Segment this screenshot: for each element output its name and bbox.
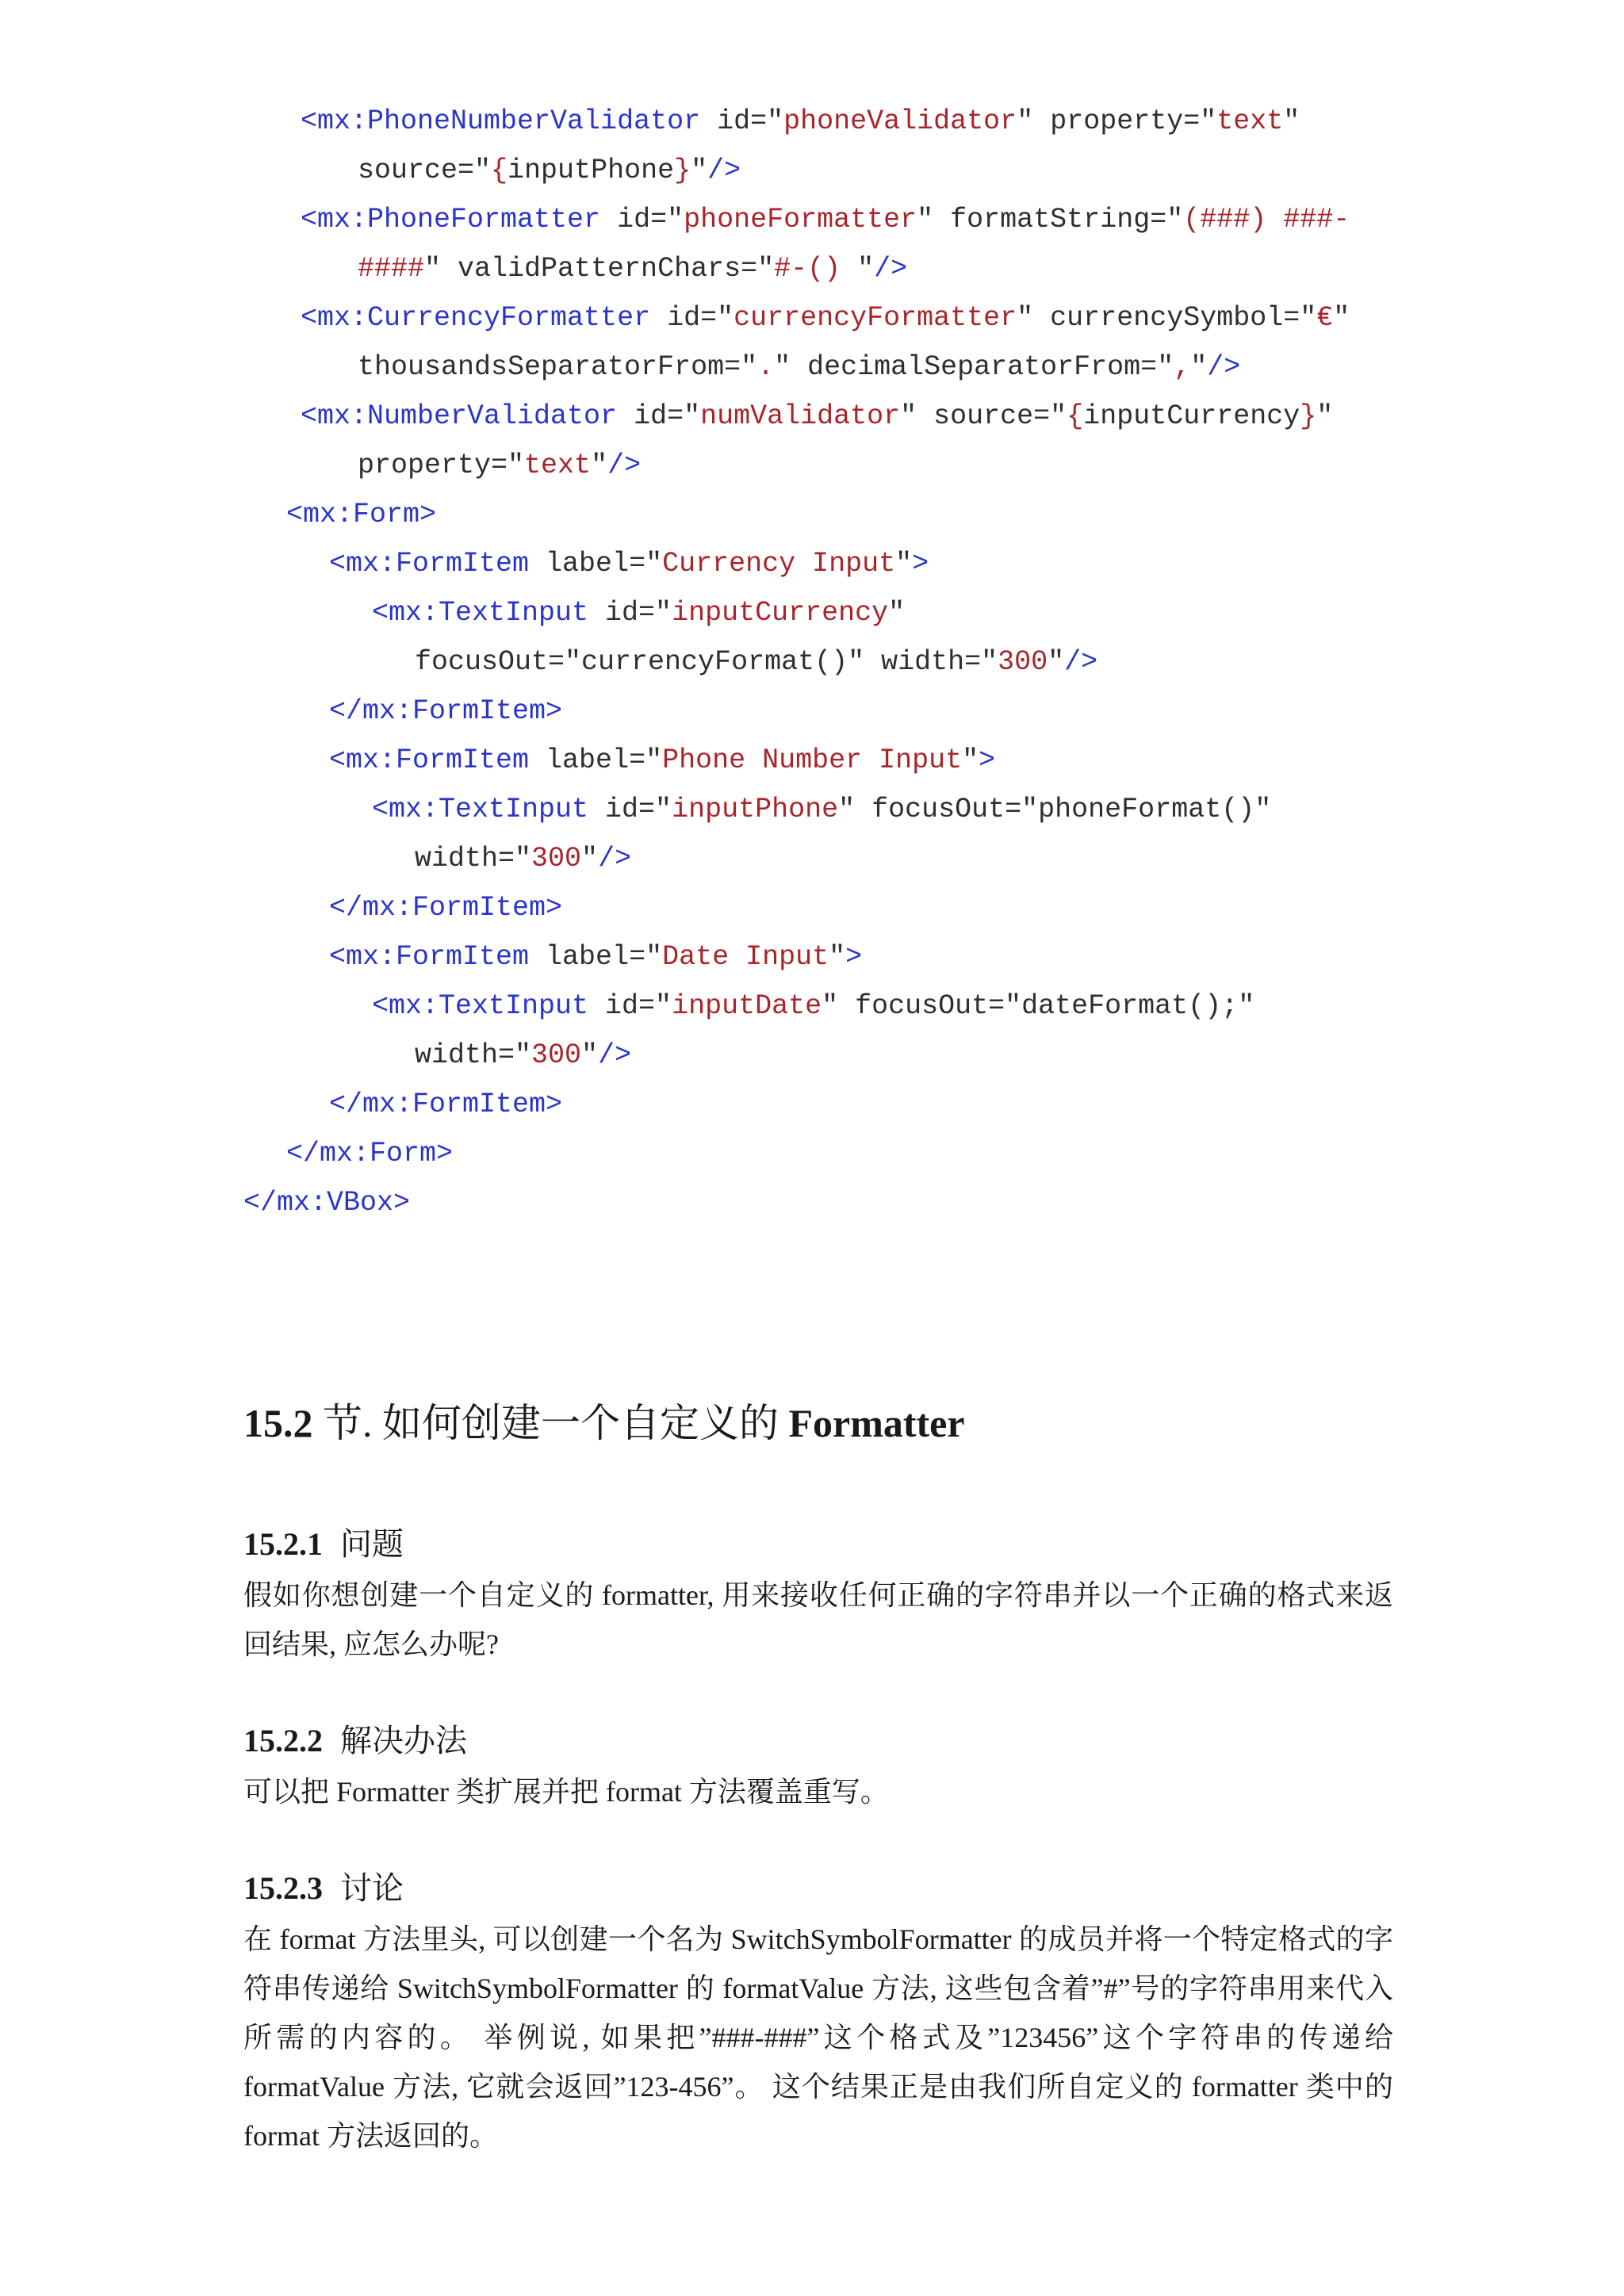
code-token: </mx:VBox>: [243, 1187, 411, 1219]
code-line: [286, 490, 436, 539]
code-token: property=": [358, 450, 525, 481]
code-token: label=": [529, 548, 663, 580]
code-token: ": [581, 843, 599, 874]
code-line: [301, 195, 1350, 244]
code-line: [243, 1178, 410, 1227]
code-token: ": [829, 941, 846, 973]
subsection-number: 15.2.1: [243, 1526, 323, 1562]
code-token: >: [845, 941, 863, 973]
code-token: Phone Number Input: [662, 744, 963, 776]
code-token: id=": [588, 597, 672, 629]
code-token: " focusOut="phoneFormat()": [838, 794, 1272, 825]
code-token: width=": [415, 843, 532, 874]
code-token: />: [1064, 646, 1098, 678]
code-line: [415, 637, 1097, 687]
code-line: [329, 883, 562, 932]
code-token: inputCurrency: [1083, 400, 1300, 432]
paragraph-problem: 假如你想创建一个自定义的 formatter, 用来接收任何正确的字符串并以一个正确的格式来返回结果, 应怎么办呢?: [243, 1579, 1393, 1660]
code-token: ": [1283, 105, 1300, 137]
subsection-title: 问题: [340, 1526, 404, 1562]
code-line: [329, 932, 862, 982]
code-token: numValidator: [700, 400, 901, 432]
subsection-title: 解决办法: [340, 1723, 467, 1758]
code-token: ": [895, 548, 913, 580]
code-token: </mx:FormItem>: [329, 695, 563, 727]
code-token: id=": [700, 105, 784, 137]
subsection-title: 讨论: [340, 1870, 404, 1906]
code-token: Date Input: [662, 941, 829, 973]
code-token: text: [1216, 105, 1284, 137]
code-token: label=": [529, 744, 663, 776]
code-token: <mx:FormItem: [329, 941, 530, 973]
code-token: id=": [617, 400, 701, 432]
paragraph-discussion: 在 format 方法里头, 可以创建一个名为 SwitchSymbolFormatter 的成员并将一个特定格式的字符串传递给 SwitchSymbolFormatter 的 formatValue 方法, 这些包含着”#”号的字符串用来代入所需的内容的。 举例说, 如果把”###-###”这个格式及”123456”这个字符串的传递给 formatValue 方法, 它就会返回”123-456”。 这个结果正是由我们所自定义的 formatter 类中的 format 方法返回的。: [243, 1923, 1393, 2152]
code-token: .: [757, 351, 775, 383]
code-token: }: [1300, 400, 1317, 432]
code-token: />: [707, 155, 741, 186]
code-token: />: [598, 843, 632, 874]
subsection-number: 15.2.2: [243, 1723, 323, 1758]
section-number: 15.2: [243, 1401, 313, 1445]
code-token: label=": [529, 941, 663, 973]
code-token: ,: [1174, 351, 1191, 383]
code-line: [372, 785, 1271, 834]
code-line: [329, 539, 929, 588]
subsection-heading-problem: [243, 1522, 1393, 1567]
code-token: #-(): [774, 253, 858, 285]
code-line: [329, 736, 995, 785]
code-token: €: [1316, 302, 1334, 334]
code-line: [415, 834, 631, 883]
code-line: [286, 1129, 453, 1178]
section-english-title: Formatter: [788, 1401, 965, 1445]
code-token: id=": [588, 794, 672, 825]
code-token: />: [1207, 351, 1241, 383]
code-token: ": [1048, 646, 1065, 678]
subsection-number: 15.2.3: [243, 1870, 323, 1906]
subsection-heading-discussion: [243, 1866, 1393, 1911]
code-line: [329, 1080, 562, 1129]
paragraph-solution: 可以把 Formatter 类扩展并把 format 方法覆盖重写。: [243, 1776, 889, 1808]
code-token: <mx:NumberValidator: [301, 400, 618, 432]
code-token: phoneValidator: [783, 105, 1017, 137]
code-token: 300: [531, 1039, 582, 1071]
code-line: [358, 441, 641, 490]
code-token: " focusOut="dateFormat();": [822, 990, 1255, 1022]
code-token: ": [888, 597, 906, 629]
code-token: source=": [358, 155, 492, 186]
code-token: ": [1333, 302, 1350, 334]
code-token: thousandsSeparatorFrom=": [358, 351, 758, 383]
code-token: />: [874, 253, 908, 285]
code-token: " source=": [900, 400, 1067, 432]
code-token: {: [491, 155, 508, 186]
code-token: " decimalSeparatorFrom=": [774, 351, 1174, 383]
code-token: <mx:TextInput: [372, 597, 589, 629]
subsection-heading-solution: [243, 1719, 1393, 1763]
code-token: inputPhone: [508, 155, 675, 186]
code-line: [329, 687, 562, 736]
code-token: " formatString=": [917, 204, 1184, 235]
code-token: Currency Input: [662, 548, 896, 580]
code-token: ": [962, 744, 979, 776]
code-line: [358, 244, 907, 293]
code-token: ": [1316, 400, 1334, 432]
code-token: text: [524, 450, 592, 481]
code-token: inputDate: [672, 990, 822, 1022]
code-token: id=": [600, 204, 684, 235]
code-token: ": [581, 1039, 599, 1071]
code-token: </mx:Form>: [286, 1138, 454, 1169]
code-token: 300: [531, 843, 582, 874]
code-token: id=": [650, 302, 734, 334]
code-token: focusOut="currencyFormat()" width=": [415, 646, 998, 678]
code-token: phoneFormatter: [684, 204, 917, 235]
code-token: />: [598, 1039, 632, 1071]
code-token: inputCurrency: [672, 597, 889, 629]
code-line: [358, 146, 741, 195]
code-token: <mx:TextInput: [372, 990, 589, 1022]
code-token: ": [691, 155, 708, 186]
code-token: " property=": [1017, 105, 1217, 137]
code-token: width=": [415, 1039, 532, 1071]
code-token: <mx:FormItem: [329, 548, 530, 580]
code-token: />: [607, 450, 642, 481]
code-token: </mx:FormItem>: [329, 1089, 563, 1120]
code-token: <mx:PhoneFormatter: [301, 204, 601, 235]
code-token: currencyFormatter: [733, 302, 1017, 334]
code-token: 300: [998, 646, 1048, 678]
code-token: {: [1067, 400, 1084, 432]
section-chinese-title: 节. 如何创建一个自定义的: [312, 1401, 789, 1445]
code-token: ####: [358, 253, 425, 285]
code-token: <mx:TextInput: [372, 794, 589, 825]
code-line: [372, 982, 1254, 1031]
code-token: (###) ###-: [1183, 204, 1350, 235]
code-token: }: [674, 155, 691, 186]
code-token: <mx:CurrencyFormatter: [301, 302, 651, 334]
code-line: [415, 1031, 631, 1080]
code-token: ": [591, 450, 608, 481]
code-token: id=": [588, 990, 672, 1022]
section-heading: [243, 1395, 1393, 1451]
code-token: inputPhone: [672, 794, 839, 825]
code-line: [301, 392, 1333, 441]
code-line: [358, 342, 1240, 392]
code-line: [372, 588, 905, 637]
code-token: ": [1190, 351, 1208, 383]
code-token: ": [857, 253, 875, 285]
code-line: [301, 97, 1300, 146]
code-token: " currencySymbol=": [1017, 302, 1317, 334]
code-token: <mx:Form>: [286, 499, 437, 530]
code-token: >: [979, 744, 996, 776]
code-line: [301, 293, 1350, 342]
code-token: >: [912, 548, 929, 580]
code-token: </mx:FormItem>: [329, 892, 563, 924]
code-token: " validPatternChars=": [424, 253, 775, 285]
code-token: <mx:FormItem: [329, 744, 530, 776]
code-token: <mx:PhoneNumberValidator: [301, 105, 701, 137]
